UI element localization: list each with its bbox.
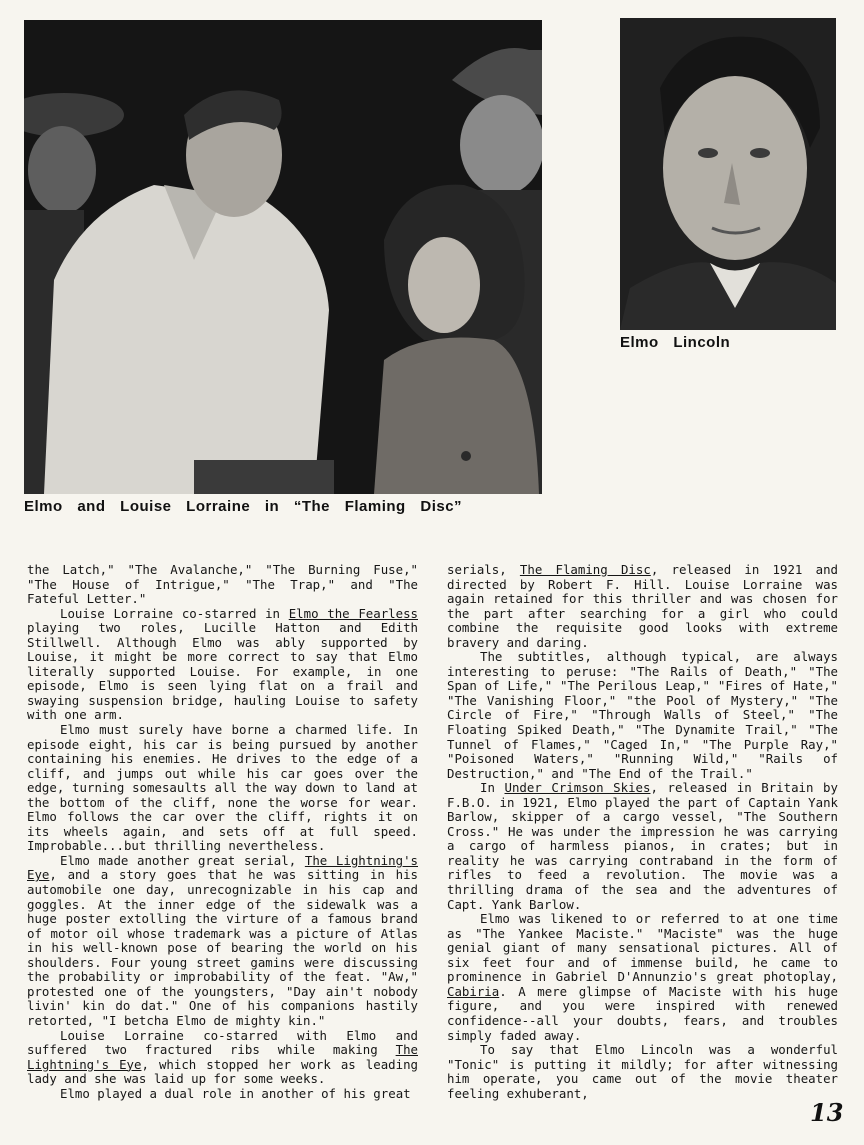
paragraph: Elmo played a dual role in another of his great (60, 1085, 411, 1101)
film-title: Under Crimson Skies (504, 780, 651, 796)
paragraph: To say that Elmo Lincoln was a wonderful "Tonic" is putting it mildly; for after witnessing him operate, you came out of the movie theater feeling exhuberant, (447, 1042, 838, 1101)
film-still-photo (24, 20, 542, 494)
paragraph: Elmo made another great serial, The Lightning's Eye, and a story goes that he was sitting in his automobile one day, unrecognizable in his cap and goggles. At the inner edge of the sidewalk was a huge poster extolling the virture of a famous brand of motor oil whose trademark was a picture of Atlas in his well-known pose of bearing the world on his shoulders. Four young street gamins were discussing the probability or improbability of the feat. "Aw," protested one of the youngsters, "Day ain't nobody livin' kin do dat." One of his companions hastily retorted, "I betcha Elmo de mighty kin." (27, 852, 418, 1028)
article-column-left (27, 563, 418, 1101)
film-title: The Flaming Disc (519, 562, 651, 577)
paragraph: the Latch," "The Avalanche," "The Burning Fuse," "The House of Intrigue," "The Trap," and "The Fateful Letter." (27, 562, 418, 607)
paragraph: Elmo was likened to or referred to at one time as "The Yankee Maciste." "Maciste" was the huge genial giant of many sensational pictures. All of six feet four and of immense build, he came to prominence in Gabriel D'Annunzio's great photoplay, Cabiria. A mere glimpse of Maciste with his huge figure, and you were inspired with renewed confidence--all your doubts, fears, and troubles simply faded away. (447, 911, 838, 1043)
article-column-right (447, 563, 838, 1101)
film-title: Cabiria (447, 983, 500, 999)
film-title: The Lightning's Eye (27, 852, 418, 883)
main-photo-caption: Elmo and Louise Lorraine in “The Flaming Disc” (24, 498, 463, 515)
paragraph: Elmo must surely have borne a charmed life. In episode eight, his car is being pursued by another containing his enemies. He drives to the edge of a cliff, and jumps out while his car goes over the edge, turning somesaults all the way down to land at the bottom of the cliff, none the worse for wear. Elmo follows the car over the cliff, rights it on its wheels again, and sets off at full speed. Improbable...but thrilling nevertheless. (27, 722, 418, 854)
portrait-illustration (620, 18, 836, 330)
paragraph: Louise Lorraine co-starred in Elmo the Fearless playing two roles, Lucille Hatton and Edith Stillwell. Although Elmo was ably supported by Louise, it might be more correct to say that Elmo literally supported Louise. For example, in one episode, Elmo is seen lying flat on a frail and swaying suspension bridge, hauling Louise to safety with one arm. (27, 605, 418, 723)
portrait-caption: Elmo Lincoln (620, 334, 731, 351)
film-title: Elmo the Fearless (288, 605, 418, 621)
portrait-photo (620, 18, 836, 330)
paragraph: Louise Lorraine co-starred with Elmo and suffered two fractured ribs while making The Lightning's Eye, which stopped her work as leading lady and she was laid up for some weeks. (27, 1027, 418, 1087)
film-title: The Lightning's Eye (27, 1042, 418, 1072)
page-number: 13 (810, 1098, 844, 1127)
paragraph: The subtitles, although typical, are always interesting to peruse: "The Rails of Death," "The Span of Life," "The Perilous Leap," "Fires of Hate," "The Vanishing Floor," "the Pool of Mystery," "The Circle of Fire," "Through Walls of Steel," "The Floating Spiked Death," "The Dynamite Trail," "The Tunnel of Flames," "Caged In," "The Purple Ray," "Poisoned Waters," "Running Wild," "Rails of Destruction," and "The End of the Trail." (447, 649, 838, 781)
film-still-illustration (24, 20, 542, 494)
paragraph: In Under Crimson Skies, released in Britain by F.B.O. in 1921, Elmo played the part of Captain Yank Barlow, skipper of a cargo vessel, "The Southern Cross." He was under the impression he was carrying a cargo of harmless pianos, in crates; but in reality he was carrying contraband in the form of rifles to feed a revolution. The movie was a thrilling drama of the sea and the adventures of Capt. Yank Barlow. (447, 780, 838, 912)
paragraph: serials, The Flaming Disc, released in 1921 and directed by Robert F. Hill. Louise Lorraine was again retained for this thriller and was chosen for the part after searching for a girl who could combine the requisite good looks with extreme bravery and daring. (447, 562, 838, 650)
